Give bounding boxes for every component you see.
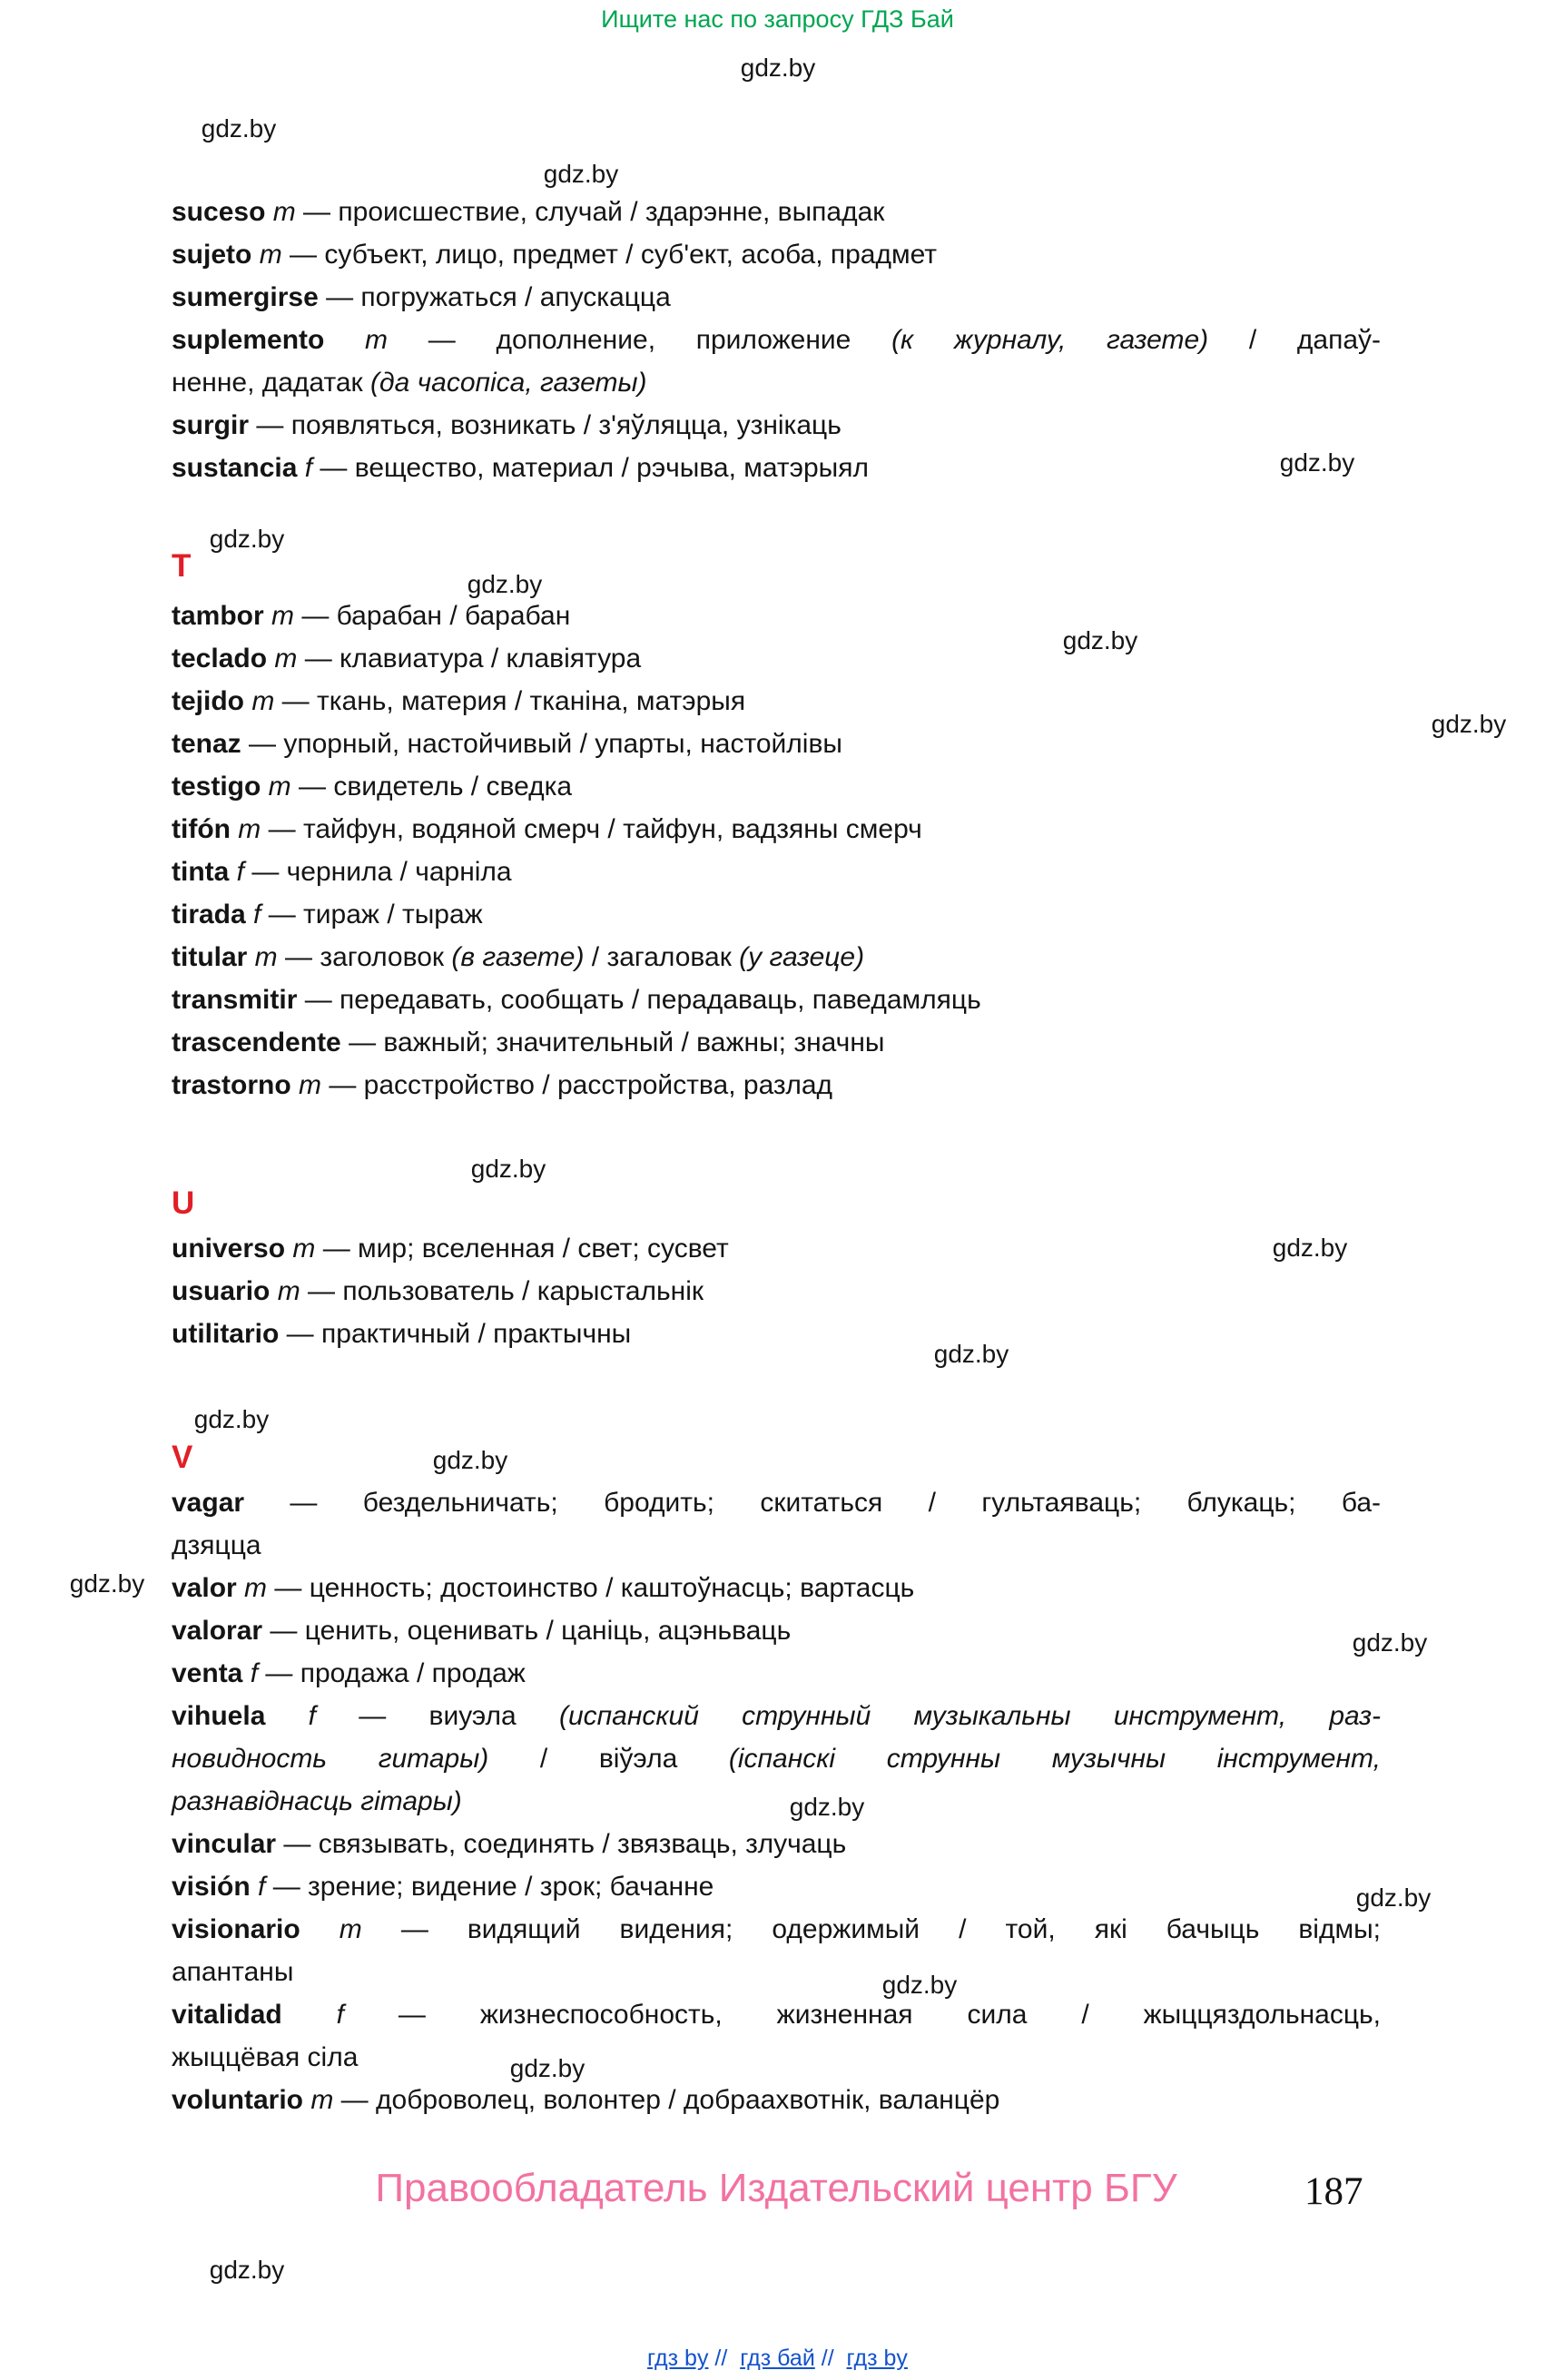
entry-text: — жизнеспособность, жизненная сила / жыццяздольнасць, xyxy=(343,2000,1382,2030)
italic-text: (у газеце) xyxy=(739,942,865,972)
italic-text: f xyxy=(250,1872,266,1902)
watermark: gdz.by xyxy=(193,1405,270,1433)
dictionary-entry xyxy=(172,1567,1381,1609)
headword: transmitir xyxy=(172,985,298,1015)
dictionary-entry xyxy=(172,595,1381,637)
headword: trascendente xyxy=(172,1028,341,1057)
headword: venta xyxy=(172,1658,243,1688)
section-letter: T xyxy=(172,548,192,584)
entry-line xyxy=(172,1780,1381,1823)
italic-text: (да часопіса, газеты) xyxy=(370,368,647,398)
dictionary-entry xyxy=(172,723,1381,765)
headword: voluntario xyxy=(172,2085,304,2115)
entry-line xyxy=(172,276,1381,319)
dictionary-entry xyxy=(172,936,1381,979)
watermark: gdz.by xyxy=(1272,1234,1348,1262)
dictionary-entry xyxy=(172,1823,1381,1865)
italic-text: m xyxy=(247,942,278,972)
entry-line xyxy=(172,361,1381,404)
entry-text: — зрение; видение / зрок; бачанне xyxy=(265,1872,714,1902)
entry-text: / віўэла xyxy=(488,1744,729,1774)
headword: usuario xyxy=(172,1276,271,1306)
italic-text: (іспанскі струнны музычны інструмент, xyxy=(728,1744,1381,1774)
headword: valorar xyxy=(172,1616,263,1646)
entry-text: — появляться, возникать / з'яўляцца, узнікаць xyxy=(249,410,841,440)
dictionary-entry xyxy=(172,2079,1381,2121)
entry-text: — пользователь / карыстальнік xyxy=(300,1276,704,1306)
dictionary-entry xyxy=(172,1481,1381,1567)
italic-text: m xyxy=(300,1914,362,1944)
headword: tejido xyxy=(172,686,244,716)
watermark: gdz.by xyxy=(467,570,543,598)
entry-line xyxy=(172,979,1381,1021)
headword: valor xyxy=(172,1573,237,1603)
dictionary-entry xyxy=(172,637,1381,680)
publisher-text: Правообладатель Издательский центр БГУ xyxy=(375,2166,1177,2210)
entry-line xyxy=(172,319,1381,361)
dictionary-entry xyxy=(172,1021,1381,1064)
promo-banner-text: Ищите нас по запросу ГДЗ Бай xyxy=(601,5,954,33)
entry-line xyxy=(172,936,1381,979)
dictionary-entry xyxy=(172,276,1381,319)
headword: sujeto xyxy=(172,240,252,270)
italic-text: (испанский струнный музыкальны инструмент, раз- xyxy=(558,1701,1382,1731)
dictionary-entry xyxy=(172,851,1381,893)
entry-line xyxy=(172,1652,1381,1695)
entry-text: / загаловак xyxy=(584,942,740,972)
entry-text: — практичный / практычны xyxy=(279,1319,632,1349)
dictionary-entry xyxy=(172,979,1381,1021)
headword: suceso xyxy=(172,197,266,227)
dictionary-entry xyxy=(172,1865,1381,1908)
entry-text: — продажа / продаж xyxy=(258,1658,526,1688)
page-number: 187 xyxy=(1304,2170,1363,2213)
headword: visionario xyxy=(172,1914,300,1944)
italic-text: f xyxy=(265,1701,316,1731)
entry-text: — происшествие, случай / здарэнне, выпадак xyxy=(295,197,885,227)
entry-line xyxy=(172,1524,1381,1567)
entry-text: — расстройство / расстройства, разлад xyxy=(321,1070,833,1100)
watermark: gdz.by xyxy=(509,2054,586,2082)
entry-text: — заголовок xyxy=(277,942,452,972)
entry-line xyxy=(172,2036,1381,2079)
headword: tirada xyxy=(172,900,246,929)
entry-text: — связывать, соединять / звязваць, злучаць xyxy=(276,1829,847,1859)
dictionary-entry xyxy=(172,808,1381,851)
entry-line xyxy=(172,851,1381,893)
entry-line xyxy=(172,893,1381,936)
footer-link-separator: // xyxy=(708,2346,741,2371)
entry-line xyxy=(172,1695,1381,1737)
italic-text: новидность гитары) xyxy=(172,1744,489,1774)
entry-text: — ткань, материя / тканіна, матэрыя xyxy=(274,686,746,716)
entry-text: — чернила / чарніла xyxy=(244,857,512,887)
entry-line xyxy=(172,1993,1381,2036)
watermark: gdz.by xyxy=(789,1793,865,1821)
italic-text: m xyxy=(261,772,291,802)
entry-text: — клавиатура / клавіятура xyxy=(297,644,642,674)
headword: titular xyxy=(172,942,248,972)
italic-text: m xyxy=(244,686,275,716)
dictionary-entry xyxy=(172,1313,1381,1355)
italic-text: f xyxy=(281,2000,344,2030)
italic-text: m xyxy=(270,1276,300,1306)
dictionary-entry xyxy=(172,1270,1381,1313)
dictionary-entry xyxy=(172,893,1381,936)
dictionary-entry xyxy=(172,1609,1381,1652)
entry-line xyxy=(172,1227,1381,1270)
entry-text: — мир; вселенная / свет; сусвет xyxy=(315,1234,729,1264)
headword: sustancia xyxy=(172,453,298,483)
dictionary-entry xyxy=(172,233,1381,276)
watermark: gdz.by xyxy=(1352,1628,1428,1657)
entry-line xyxy=(172,1021,1381,1064)
letter-section xyxy=(172,1182,1381,1355)
headword: vihuela xyxy=(172,1701,266,1731)
headword: tenaz xyxy=(172,729,241,759)
entry-line xyxy=(172,595,1381,637)
dictionary-entry xyxy=(172,447,1381,489)
headword: tifón xyxy=(172,814,231,844)
entry-line xyxy=(172,1865,1381,1908)
watermark: gdz.by xyxy=(69,1569,145,1598)
headword: utilitario xyxy=(172,1319,280,1349)
dictionary-entry xyxy=(172,680,1381,723)
entry-line xyxy=(172,1567,1381,1609)
letter-section xyxy=(172,545,1381,1106)
entry-line xyxy=(172,404,1381,447)
entry-text: — субъект, лицо, предмет / суб'ект, асоба, прадмет xyxy=(281,240,938,270)
italic-text: f xyxy=(242,1658,259,1688)
entry-line xyxy=(172,765,1381,808)
entry-text: — доброволец, волонтер / добраахвотнік, валанцёр xyxy=(333,2085,1000,2115)
entry-text: — видящий видения; одержимый / той, які бачыць відмы; xyxy=(361,1914,1382,1944)
entry-line xyxy=(172,191,1381,233)
entry-line xyxy=(172,680,1381,723)
watermark: gdz.by xyxy=(470,1155,546,1183)
entry-text: — тайфун, водяной смерч / тайфун, вадзяны смерч xyxy=(261,814,922,844)
footer-link[interactable]: гдз бай xyxy=(740,2346,815,2371)
entry-line xyxy=(172,1823,1381,1865)
watermark: gdz.by xyxy=(740,54,816,82)
headword: tinta xyxy=(172,857,230,887)
italic-text: m xyxy=(230,814,261,844)
italic-text: m xyxy=(267,644,298,674)
dictionary-entry xyxy=(172,404,1381,447)
entry-line xyxy=(172,1064,1381,1106)
entry-text: — вещество, материал / рэчыва, матэрыял xyxy=(312,453,869,483)
entry-text: — упорный, настойчивый / упарты, настойлівы xyxy=(241,729,842,759)
headword: vincular xyxy=(172,1829,277,1859)
letter-section xyxy=(172,191,1381,489)
italic-text: m xyxy=(251,240,282,270)
entry-line xyxy=(172,1270,1381,1313)
entry-text: дзяцца xyxy=(172,1530,261,1560)
section-letter: V xyxy=(172,1440,193,1475)
italic-text: m xyxy=(303,2085,334,2115)
watermark: gdz.by xyxy=(933,1340,1009,1368)
footer-publisher-row xyxy=(172,2166,1381,2211)
footer-link[interactable]: гдз by xyxy=(846,2346,908,2371)
entry-text: — важный; значительный / важны; значны xyxy=(340,1028,885,1057)
entry-text: — тираж / тыраж xyxy=(261,900,483,929)
italic-text: m xyxy=(236,1573,268,1603)
entry-line xyxy=(172,1908,1381,1951)
italic-text: f xyxy=(245,900,261,929)
dictionary-content xyxy=(172,191,1381,2121)
italic-text: (в газете) xyxy=(451,942,585,972)
letter-section xyxy=(172,1436,1381,2121)
footer-links xyxy=(0,2346,1555,2372)
section-letter: U xyxy=(172,1185,195,1221)
headword: visión xyxy=(172,1872,251,1902)
entry-text: — погружаться / апускацца xyxy=(318,282,671,312)
italic-text: (к журналу, газете) xyxy=(891,325,1209,355)
dictionary-entry xyxy=(172,1652,1381,1695)
italic-text: m xyxy=(265,197,296,227)
watermark: gdz.by xyxy=(1062,626,1138,654)
italic-text: f xyxy=(297,453,313,483)
watermark: gdz.by xyxy=(432,1446,508,1474)
entry-text: — передавать, сообщать / перадаваць, паведамляць xyxy=(297,985,981,1015)
entry-text: жыццёвая сіла xyxy=(172,2042,359,2072)
headword: vitalidad xyxy=(172,2000,282,2030)
entry-line xyxy=(172,1951,1381,1993)
entry-text: / дапаў- xyxy=(1208,325,1381,355)
entry-text: ненне, дадатак xyxy=(172,368,371,398)
entry-line xyxy=(172,2079,1381,2121)
headword: suplemento xyxy=(172,325,325,355)
entry-text: — свидетель / сведка xyxy=(290,772,573,802)
headword: sumergirse xyxy=(172,282,319,312)
dictionary-entry xyxy=(172,765,1381,808)
dictionary-entry xyxy=(172,1227,1381,1270)
watermark: gdz.by xyxy=(881,1971,958,1999)
dictionary-entry xyxy=(172,1993,1381,2079)
watermark: gdz.by xyxy=(543,160,619,188)
italic-text: m xyxy=(285,1234,316,1264)
watermark: gdz.by xyxy=(1355,1883,1432,1912)
entry-text: — ценить, оценивать / цаніць, ацэньваць xyxy=(262,1616,792,1646)
footer-link-separator: // xyxy=(814,2346,847,2371)
headword: universo xyxy=(172,1234,286,1264)
italic-text: f xyxy=(229,857,244,887)
entry-line xyxy=(172,723,1381,765)
entry-line xyxy=(172,1481,1381,1524)
entry-line xyxy=(172,1737,1381,1780)
watermark: gdz.by xyxy=(209,2256,285,2284)
headword: testigo xyxy=(172,772,261,802)
entry-text: — ценность; достоинство / каштоўнасць; вартасць xyxy=(267,1573,915,1603)
headword: trastorno xyxy=(172,1070,291,1100)
watermark: gdz.by xyxy=(1431,710,1507,738)
dictionary-entry xyxy=(172,1908,1381,1993)
headword: tambor xyxy=(172,601,264,631)
entry-line xyxy=(172,808,1381,851)
italic-text: m xyxy=(324,325,389,355)
watermark: gdz.by xyxy=(1279,448,1355,477)
entry-line xyxy=(172,447,1381,489)
headword: surgir xyxy=(172,410,250,440)
entry-line xyxy=(172,1313,1381,1355)
entry-line xyxy=(172,233,1381,276)
watermark: gdz.by xyxy=(201,114,277,143)
italic-text: разнавіднасць гітары) xyxy=(172,1786,462,1816)
dictionary-entry xyxy=(172,1064,1381,1106)
entry-line xyxy=(172,1609,1381,1652)
headword: teclado xyxy=(172,644,268,674)
entry-text: апантаны xyxy=(172,1957,294,1987)
entry-line xyxy=(172,637,1381,680)
watermark: gdz.by xyxy=(209,525,285,553)
entry-text: — бездельничать; бродить; скитаться / гультаяваць; блукаць; ба- xyxy=(244,1488,1381,1518)
entry-text: — дополнение, приложение xyxy=(388,325,892,355)
italic-text: m xyxy=(263,601,295,631)
headword: vagar xyxy=(172,1488,245,1518)
dictionary-entry xyxy=(172,319,1381,404)
entry-text: — барабан / барабан xyxy=(294,601,571,631)
dictionary-entry xyxy=(172,1695,1381,1823)
footer-link[interactable]: гдз by xyxy=(647,2346,709,2371)
dictionary-entry xyxy=(172,191,1381,233)
entry-text: — виуэла xyxy=(315,1701,559,1731)
italic-text: m xyxy=(290,1070,322,1100)
